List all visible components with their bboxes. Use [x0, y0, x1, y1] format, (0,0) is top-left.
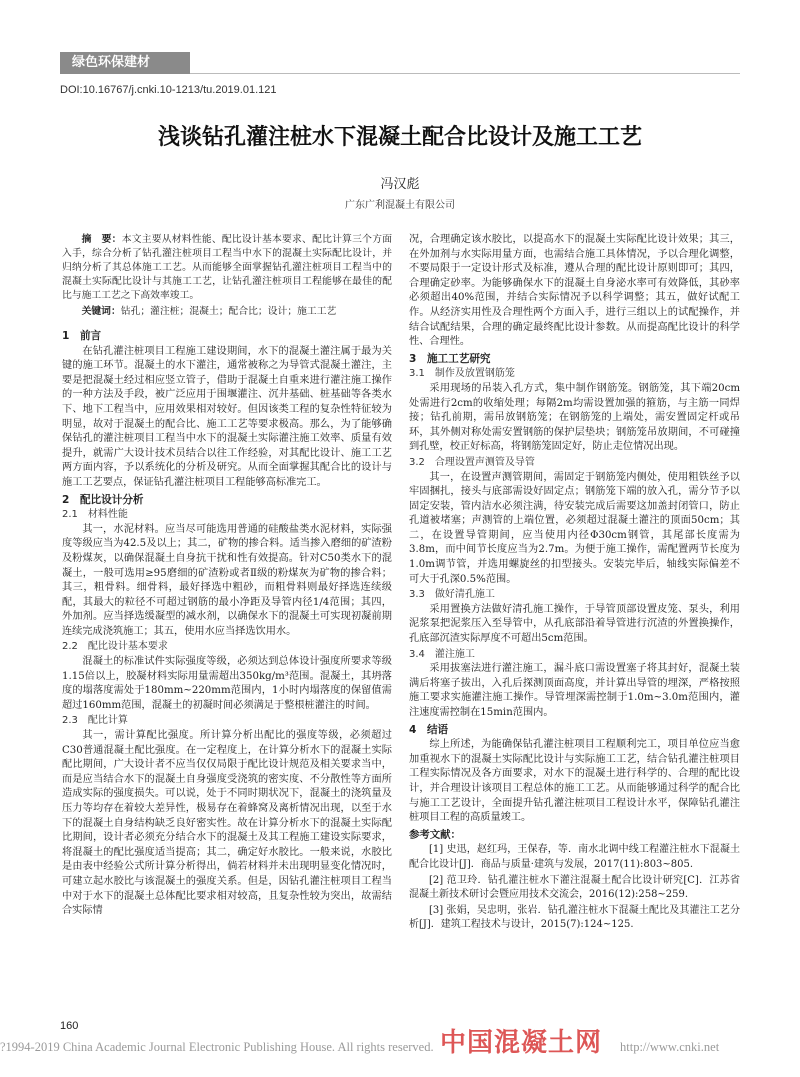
left-column [62, 233, 392, 1015]
section-heading: 2 配比设计分析 [62, 493, 144, 506]
subsection-heading: 3.3 做好清孔施工 [409, 589, 495, 601]
reference-item: [1] 史迅，赵红玛，王保春，等．南水北调中线工程灌注桩水下混凝土配合比设计[J]．商品与质量·建筑与发展，2017(11):803~805. [409, 844, 740, 870]
keywords-text: 钻孔；灌注桩；混凝土；配合比；设计；施工工艺 [120, 306, 337, 317]
abstract-text: 本文主要从材料性能、配比设计基本要求、配比计算三个方面入手，综合分析了钻孔灌注桩项目工程当中水下的混凝土实际配比设计，并归纳分析了其总体施工工艺。从而能够全面掌握钻孔灌注桩项目工程当中的混凝土实际配比设计与其施工工艺，让钻孔灌注桩项目工程能够在最佳的配比与施工工艺之下高效率竣工。 [62, 234, 392, 301]
section-heading: 1 前言 [62, 330, 102, 342]
paragraph: 采用现场的吊装入孔方式，集中制作钢筋笼。钢筋笼，其下端20cm处需进行2cm的收缩处理；每隔2m均需设置加强的箍筋，与主筋一同焊接；钻孔前期，需吊放钢筋笼；在钢筋笼的上端处，需安置固定杆或吊环，其外侧对称处需安置钢筋的保护层垫块；钢筋笼吊放期间，不可碰撞到孔壁，校正好标高，将钢筋笼固定好，防止走位情况出现。 [409, 382, 740, 453]
section-tag: 绿色环保建材 [60, 52, 190, 74]
abstract-label: 摘 要： [81, 234, 122, 245]
page-number: 160 [60, 1020, 79, 1032]
right-column [409, 233, 740, 1023]
author-affiliation: 广东广利混凝土有限公司 [345, 200, 455, 211]
section-heading: 3 施工工艺研究 [409, 352, 491, 365]
paragraph: 混凝土的标准试件实际强度等级，必须达到总体设计强度所要求等级1.15倍以上，胶凝材料实际用量需超出350kg/m³范围。混凝土，其坍落度的塌落度需处于180mm~220mm范围内，1小时内塌落度的保留值需超过160mm范围，混凝土的初凝时间必须满足于整根桩灌注的时间。 [62, 656, 392, 711]
subsection-heading: 3.4 灌注施工 [409, 648, 475, 660]
paragraph: 其一，水泥材料。应当尽可能选用普通的硅酸盐类水泥材料，实际强度等级应当为42.5及以上；其二，矿物的掺合料。适当掺入磨细的矿渣粉及粉煤灰，以确保混凝土自身抗干扰和性有效提高。针对C50类水下的混凝土，一般可选用≥95磨细的矿渣粉或者Ⅱ级的粉煤灰为矿物的掺合料；其三，粗骨料。细骨料，最好择选中粗砂，而粗骨料则最好择选连续级配，其最大的粒径不可超过钢筋的最小净距及导管内径1/4范围；其四，外加剂。应当择选缓凝型的减水剂，以确保水下的混凝土可实现初凝前期连续完成浇筑施工；其五，使用水应当择选饮用水。 [62, 523, 392, 637]
paragraph: 其一，需计算配比强度。所计算分析出配比的强度等级，必须超过C30普通混凝土配比强度。在一定程度上，在计算分析水下的混凝土实际配比期间，广大设计者不应当仅仅局限于配比设计规范及相关要求当中，而是应当结合水下的混凝土自身强度受浇筑的密实度、不分散性等方面所造成实际的强度损失。可以说，处于不同时期状况下，混凝土的浇筑量及压力等均存在着较大差异性，极易存在着蜂窝及离析情况出现，以至于水下的混凝土自身结构缺乏良好密实性。故在计算分析水下的混凝土实际配比期间，设计者必须充分结合水下的混凝土及其工程施工建设实际要求，将混凝土的配比强度适当提高；其二，确定好水胶比。一般来说，水胶比是由表中经验公式所计算分析得出，倘若材料并未出现明显变化情况时，可建立起水胶比与该混凝土的强度关系。但是，因钻孔灌注桩项目工程当中对于水下的混凝土总体配比要求相对较高，且复杂性较为突出，故需结合实际情 [62, 730, 392, 917]
abstract [62, 233, 392, 303]
paragraph: 在钻孔灌注桩项目工程施工建设期间，水下的混凝土灌注属于最为关键的施工环节。混凝土的水下灌注，通常被称之为导管式混凝土灌注，主要是把混凝土经过相应竖立管子，借助于混凝土自重来进行灌注施工操作的一种方法及手段，被广泛应用于围堰灌注、沉井基础、桩基础等各类水下、地下工程当中，应用效果相对较好。但因该类工程的复杂性特征较为明显，故对于混凝土的配合比、施工工艺等要求极高。那么，为了能够确保钻孔的灌注桩项目工程当中水下的混凝土实际灌注施工效率、质量有效提升，就需广大设计技术员结合以往工作经验，对其配比设计、施工工艺两方面内容，予以系统化的分析及研究。从而全面掌握其配合比的设计与施工工艺要点，保证钻孔灌注桩项目工程能够高标准完工。 [62, 345, 392, 488]
paragraph: 况，合理确定该水胶比，以提高水下的混凝土实际配比设计效果；其三，在外加剂与水实际用量方面，也需结合施工具体情况，予以合理化调整，不要局限于一定设计形式及标准，遵从合理的配比设计原则即可；其四，合理确定砂率。为能够确保水下的混凝土自身泌水率可有效降低，其砂率必须超出40%范围，并结合实际情况予以科学调整；其五，做好试配工作。从经济实用性及合理性两个方面入手，进行三组以上的试配操作，并结合试配结果，合理的确定最终配比设计参数。从而提高配比设计的科学性、合理性。 [409, 234, 740, 348]
doi-text[interactable]: DOI:10.16767/j.cnki.10-1213/tu.2019.01.121 [60, 84, 277, 96]
paragraph: 其一，在设置声测管期间，需固定于钢筋笼内侧处，使用粗铁丝予以牢固捆扎，接头与底部需设好固定点；钢筋笼下端的放入孔，需分节予以固定安装，管内洁水必须注满，待安装完成后需要这加盖封闭管口，防止孔道被堵塞；声测管的上端位置，必须超过混凝土灌注的顶面50cm；其二，在设置导管期间，应当使用内径Φ30cm钢管，其尾部长度需为3.8m，而中间节长度应当为2.7m。为便于施工操作，需配置两节长度为1.0m调节管，并选用螺旋丝的扣型接头。安装完毕后，轴线实际偏差不可大于孔深0.5%范围。 [409, 471, 740, 585]
keywords-label: 关键词： [81, 306, 121, 317]
reference-item: [3] 张娟，吴忠明，张岩．钻孔灌注桩水下混凝土配比及其灌注工艺分析[J]．建筑工程技术与设计，2015(7):124~125. [409, 904, 740, 931]
cnki-url[interactable]: http://www.cnki.net [620, 1040, 720, 1054]
reference-list [409, 843, 740, 933]
keywords [62, 305, 392, 319]
subsection-heading: 3.2 合理设置声测管及导管 [409, 456, 535, 468]
reference-item: [2] 范卫玲．钻孔灌注桩水下灌注混凝土配合比设计研究[C]．江苏省混凝土新技术研讨会暨应用技术交流会，2016(12):258~259. [409, 874, 740, 901]
references-heading: 参考文献： [409, 828, 461, 841]
subsection-heading: 2.3 配比计算 [62, 715, 128, 727]
author-name: 冯汉彪 [380, 177, 420, 192]
copyright-line: ?1994-2019 China Academic Journal Electronic Publishing House. All rights reserved. [0, 1040, 434, 1054]
article-title: 浅谈钻孔灌注桩水下混凝土配合比设计及施工工艺 [157, 125, 642, 150]
left-body [62, 329, 392, 919]
right-body [409, 233, 740, 826]
subsection-heading: 2.2 配比设计基本要求 [62, 641, 168, 653]
watermark-logo: 中国混凝土网 [440, 1028, 603, 1058]
paragraph: 采用拔塞法进行灌注施工，漏斗底口需设置塞子将其封好，混凝土装满后将塞子拔出，入孔后探测顶面高度，并计算出导管的埋深，严格按照施工要求实施灌注施工操作。导管埋深需控制于1.0m~3.0m范围内，灌注速度需控制在15min范围内。 [409, 663, 740, 718]
paragraph: 综上所述，为能确保钻孔灌注桩项目工程顺利完工，项目单位应当愈加重视水下的混凝土实际配比设计与实际施工工艺，结合钻孔灌注桩项目工程实际情况及各方面要求，对水下的混凝土进行科学的、合理的配比设计，并合理设计该项目工程总体的施工工艺。从而能够通过科学的配合比与施工工艺设计，全面提升钻孔灌注桩项目工程设计水平，保障钻孔灌注桩项目工程的高质量竣工。 [409, 739, 740, 824]
subsection-heading: 3.1 制作及放置钢筋笼 [409, 368, 515, 380]
paragraph: 采用置换方法做好清孔施工操作，于导管顶部设置皮笼、泵头，利用泥浆泵把泥浆压入至导管中，从孔底部沿着导管进行沉渣的外置换操作，孔底部沉渣实际厚度不可超出5cm范围。 [409, 603, 740, 645]
subsection-heading: 2.1 材料性能 [62, 509, 128, 521]
section-heading: 4 结语 [409, 723, 449, 736]
header-rule [190, 73, 740, 74]
